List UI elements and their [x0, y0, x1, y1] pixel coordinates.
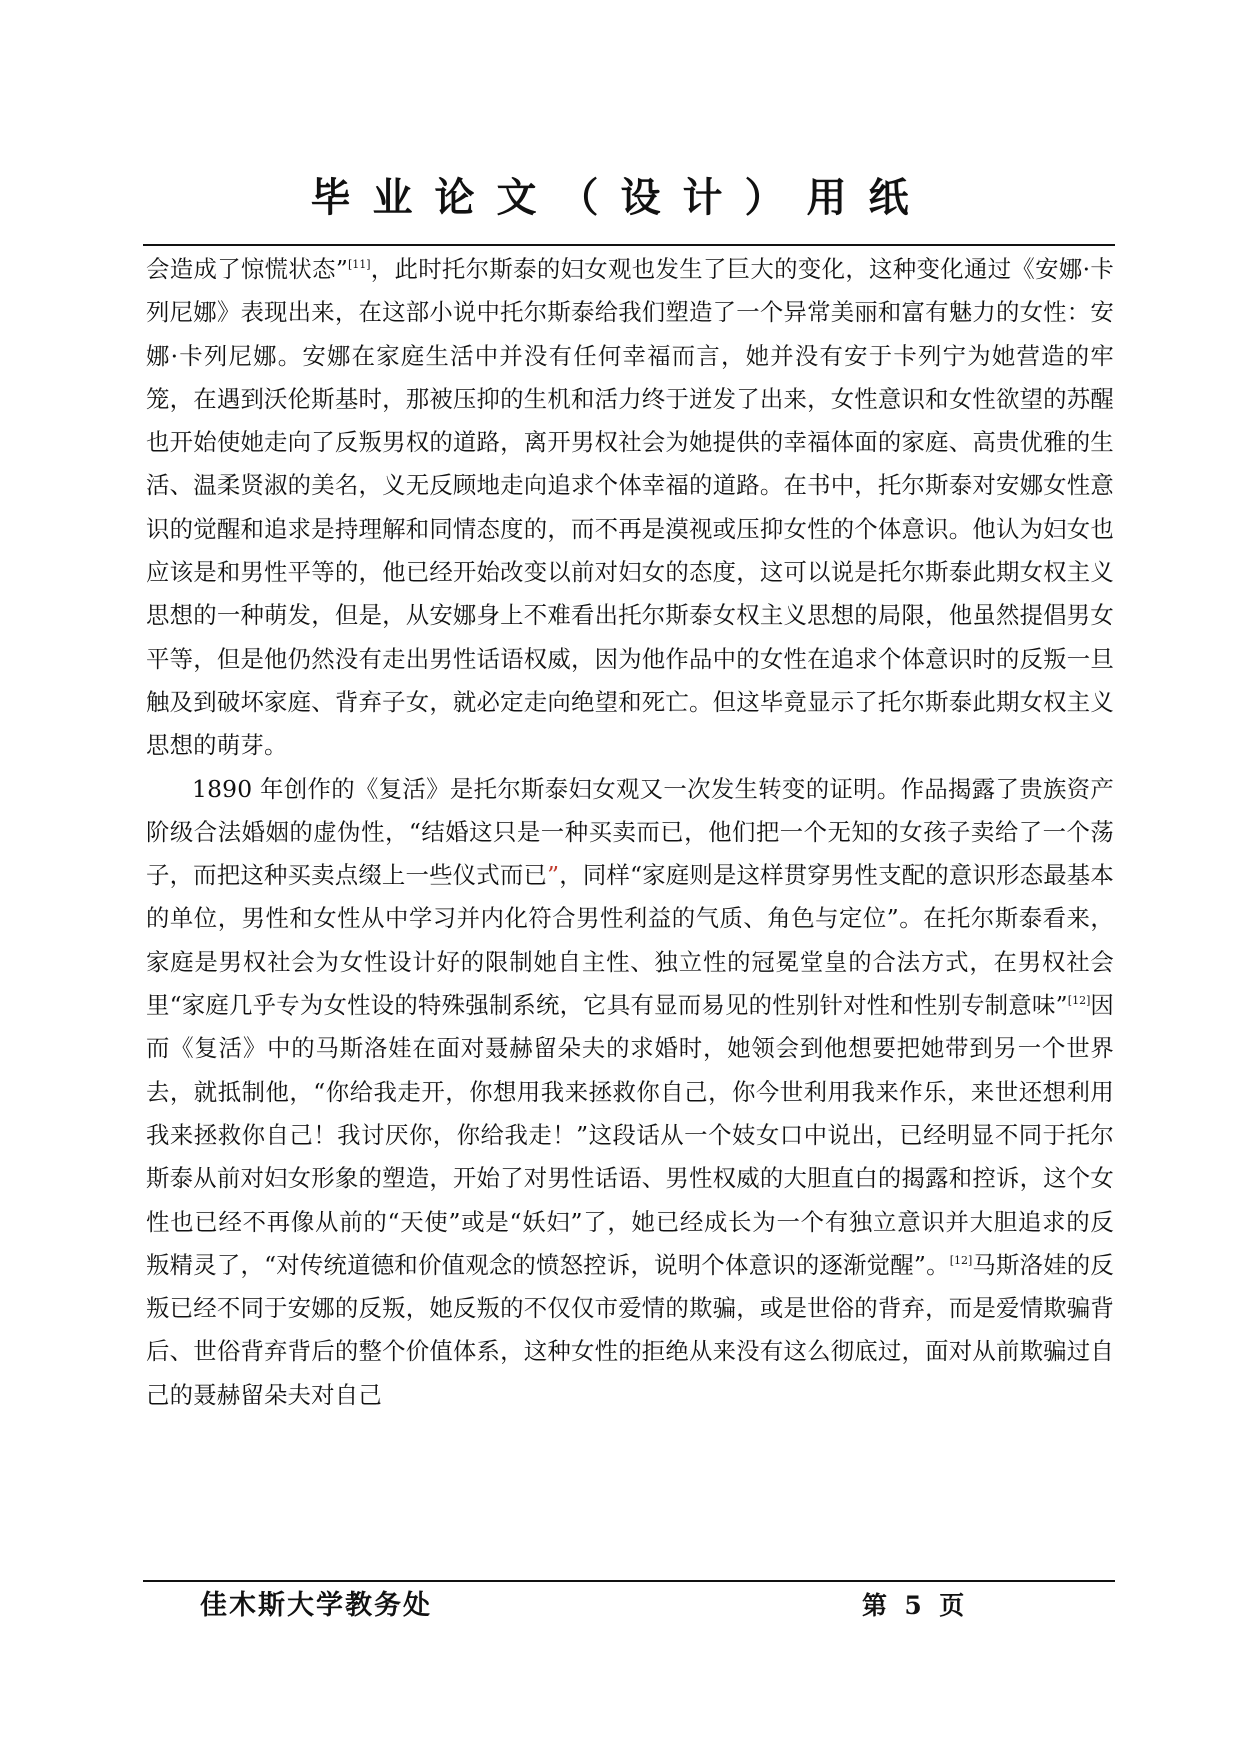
- footer-divider: [143, 1580, 1115, 1582]
- footer-institution: 佳木斯大学教务处: [200, 1590, 432, 1621]
- citation-marker: [12]: [949, 1253, 973, 1267]
- header-divider: [143, 244, 1115, 246]
- paragraph-text: ，此时托尔斯泰的妇女观也发生了巨大的变化，这种变化通过《安娜·卡列尼娜》表现出来，在这部小说中托尔斯泰给我们塑造了一个异常美丽和富有魅力的女性：安娜·卡列尼娜。安娜在家庭生活中并没有任何幸福而言，她并没有安于卡列宁为她营造的牢笼，在遇到沃伦斯基时，那被压抑的生机和活力终于迸发了出来，女性意识和女性欲望的苏醒也开始使她走向了反叛男权的道路，离开男权社会为她提供的幸福体面的家庭、高贵优雅的生活、温柔贤淑的美名，义无反顾地走向追求个体幸福的道路。在书中，托尔斯泰对安娜女性意识的觉醒和追求是持理解和同情态度的，而不再是漠视或压抑女性的个体意识。他认为妇女也应该是和男性平等的，他已经开始改变以前对妇女的态度，这可以说是托尔斯泰此期女权主义思想的一种萌发，但是，从安娜身上不难看出托尔斯泰女权主义思想的局限，他虽然提倡男女平等，但是他仍然没有走出男性话语权威，因为他作品中的女性在追求个体意识时的反叛一旦触及到破坏家庭、背弃子女，就必定走向绝望和死亡。但这毕竟显示了托尔斯泰此期女权主义思想的萌芽。: [146, 255, 1114, 760]
- document-body: [146, 248, 1114, 1417]
- paragraph-text: ，同样“家庭则是这样贯穿男性支配的意识形态最基本的单位，男性和女性从中学习并内化符合男性利益的气质、角色与定位”。在托尔斯泰看来，家庭是男权社会为女性设计好的限制她自主性、独立性的冠冕堂皇的合法方式，在男权社会里“家庭几乎专为女性设的特殊强制系统，它具有显而易见的性别针对性和性别专制意味”: [146, 861, 1114, 1020]
- paragraph-text: 马斯洛娃的反叛已经不同于安娜的反叛，她反叛的不仅仅市爱情的欺骗，或是世俗的背弃，而是爱情欺骗背后、世俗背弃背后的整个价值体系，这种女性的拒绝从来没有这么彻底过，面对从前欺骗过自己的聂赫留朵夫对自己: [146, 1250, 1114, 1409]
- highlighted-quote-mark: ”: [547, 861, 560, 890]
- page-title: 毕业论文（设计）用纸: [310, 174, 931, 221]
- paragraph-text: 1890 年创作的《复活》是托尔斯泰妇女观又一次发生转变的证明。作品揭露了贵族资产阶级合法婚姻的虚伪性，“结婚这只是一种买卖而已，他们把一个无知的女孩子卖给了一个荡子，而把这种买卖点缀上一些仪式而已: [146, 774, 1114, 890]
- paragraph-text: 因而《复活》中的马斯洛娃在面对聂赫留朵夫的求婚时，她领会到他想要把她带到另一个世界去，就抵制他，“你给我走开，你想用我来拯救你自己，你今世利用我来作乐，来世还想利用我来拯救你自己！我讨厌你，你给我走！”这段话从一个妓女口中说出，已经明显不同于托尔斯泰从前对妇女形象的塑造，开始了对男性话语、男性权威的大胆直白的揭露和控诉，这个女性也已经不再像从前的“天使”或是“妖妇”了，她已经成长为一个有独立意识并大胆追求的反叛精灵了，“对传统道德和价值观念的愤怒控诉，说明个体意识的逐渐觉醒”。: [146, 991, 1114, 1279]
- paragraph-text: 会造成了惊慌状态”: [146, 255, 348, 283]
- citation-marker: [12]: [1067, 994, 1091, 1008]
- page-number: 第 5 页: [862, 1591, 965, 1620]
- citation-marker: [11]: [348, 258, 371, 271]
- paragraph-1: [146, 248, 1114, 768]
- paragraph-2: [146, 768, 1114, 1417]
